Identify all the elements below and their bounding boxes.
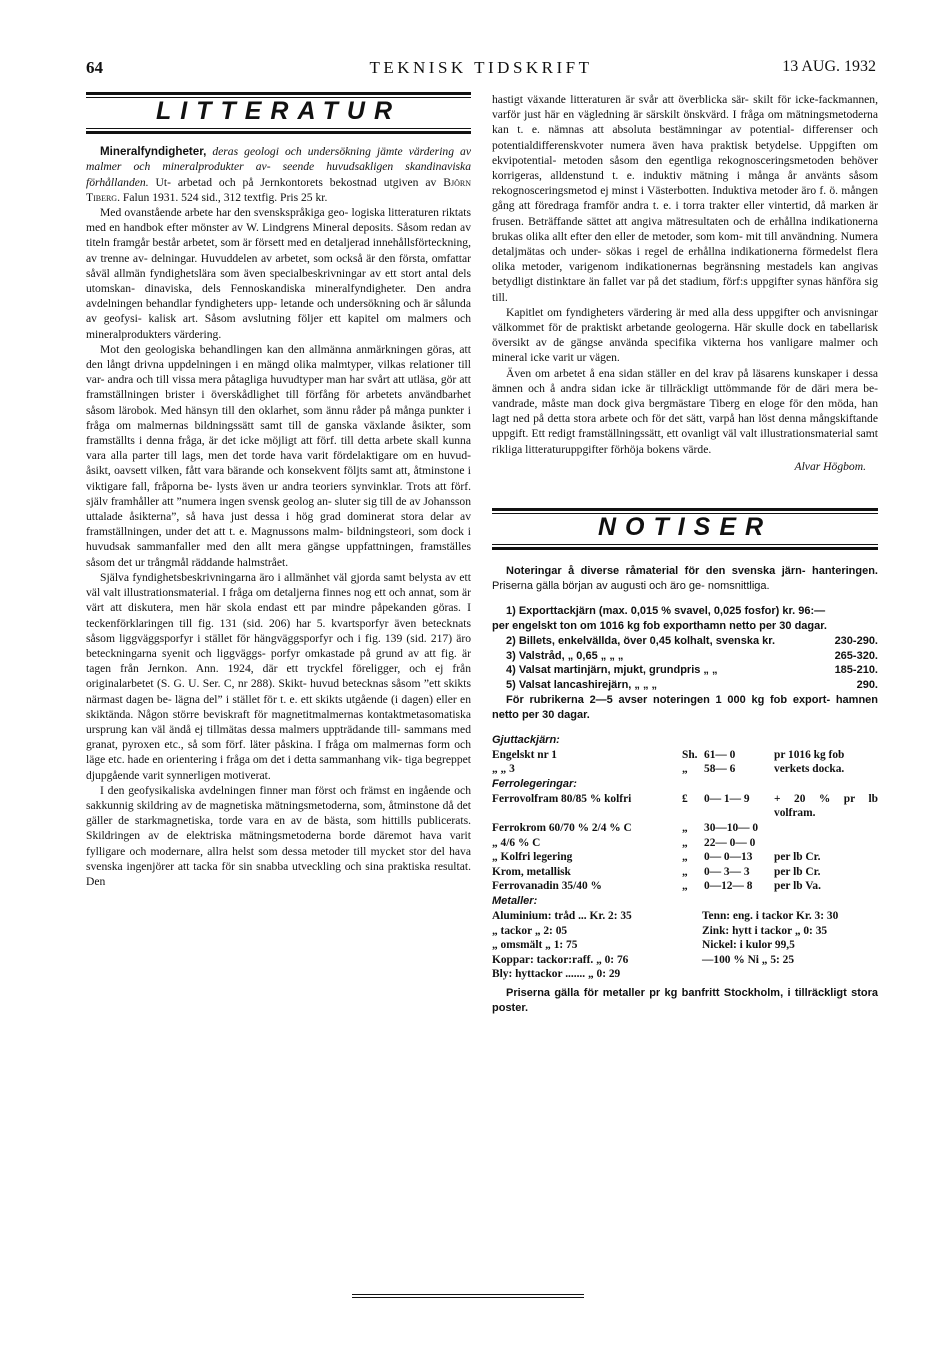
ferro-name: Ferrovanadin 35/40 % bbox=[492, 880, 602, 893]
page-header bbox=[86, 58, 876, 82]
ferro-price: 0— 1— 9 bbox=[704, 792, 750, 805]
ferro-name: Ferrokrom 60/70 % 2/4 % C bbox=[492, 822, 632, 835]
metal-left: „ omsmält „ 1: 75 bbox=[492, 939, 578, 952]
ferro-unit: „ bbox=[682, 822, 688, 835]
ferro-note bbox=[774, 821, 878, 836]
ferro-row bbox=[492, 879, 878, 894]
left-column bbox=[86, 92, 471, 889]
review-paragraph: Själva fyndighetsbeskrivningarna äro i allmänhet väl gjorda samt belysta av ett väl valt illustrationsmaterial. I fråga om detaljerna finnes nog ett och annat, som är värt att diskutera, men här skola endast ett par mindre påpekanden göras. I teckenförklaringen till fig. 131 (sid. 206) har 5. kvartsporfyr även betecknats såsom liggväggsporfyr i stället för hängväggsporfyr och i fig. 139 (sid. 217) äro beteckningarna syenit och liggväggs- porfyr omkastade på grund av att fig. är tagen från Jernkon. Ann. 1924, där ett tryckfel föreligger, och ej från originalarbetet (S. G. U. Ser. C, nr 288). Skikt- huvud betecknas såsom ”ett skikts närmast dagen be- lägna del” i stället för t. e. ett skikts utgående (i dagen) eller en skiktända. Någon större beviskraft för magnetitmalmernas kontaktmetasomatiska ursprung kan väl ändå ej tillmätas dessa malmers uppträdande till- sammans med granat, pyroxen etc., så som förf. läter påskina. I fråga om malmernas form och läge etc. hade en orientering i fråga om det i detta sammanhang vik- tiga begreppet djupgående varit synnerligen motiverat. bbox=[86, 570, 471, 782]
metal-row bbox=[492, 967, 878, 982]
steel-price-list bbox=[506, 634, 878, 692]
steel-price-row bbox=[506, 649, 878, 664]
ferro-price: 0— 3— 3 bbox=[704, 865, 750, 878]
litteratur-heading bbox=[86, 92, 471, 134]
gjut-row bbox=[492, 748, 878, 763]
steel-price-row bbox=[506, 634, 878, 649]
gjut-row bbox=[492, 762, 878, 777]
ferro-price: 22— 0— 0 bbox=[704, 836, 756, 849]
ferro-unit: „ bbox=[682, 865, 688, 878]
ferro-unit: „ bbox=[682, 880, 688, 893]
ferro-name: „ 4/6 % C bbox=[492, 836, 541, 849]
ferro-note: per lb Cr. bbox=[774, 865, 821, 878]
metal-left: Koppar: tackor:raff. „ 0: 76 bbox=[492, 953, 629, 966]
steel-label: 3) Valstråd, „ 0,65 „ „ „ bbox=[506, 649, 624, 662]
gjut-note: pr 1016 kg fob bbox=[774, 748, 845, 761]
ferro-row bbox=[492, 792, 878, 821]
metal-row bbox=[492, 953, 878, 968]
journal-title: TEKNISK TIDSKRIFT bbox=[369, 58, 593, 77]
notice-lead: Noteringar å diverse råmaterial för den svenska järn- hanteringen. bbox=[506, 565, 878, 578]
steel-price-row bbox=[506, 663, 878, 678]
gjut-table bbox=[492, 748, 878, 777]
review-lead: Mineralfyndigheter, bbox=[100, 145, 207, 159]
ferro-price: 0—12— 8 bbox=[704, 880, 753, 893]
ferro-note: per lb Va. bbox=[774, 880, 821, 893]
steel-price: 290. bbox=[856, 679, 878, 692]
review-pubdetails: Falun 1931. 524 sid., 312 textfig. Pris 25 kr. bbox=[122, 190, 328, 204]
gjut-heading: Gjuttackjärn: bbox=[492, 733, 560, 746]
ferro-price: 0— 0—13 bbox=[704, 851, 753, 864]
ferro-unit: „ bbox=[682, 836, 688, 849]
review-paragraph: Kapitlet om fyndigheters värdering är med alla dess uppgifter och anvisningar välkommet för de praktiskt arbetande geologerna. Här skulle dock en tabellarisk översikt av de gängse använda specifika vikterna hos vanligare malmer och mineral icke varit ur vägen. bbox=[492, 305, 878, 365]
gjut-name: Engelskt nr 1 bbox=[492, 748, 557, 761]
ferro-row bbox=[492, 865, 878, 880]
notiser-heading bbox=[492, 508, 878, 550]
rubric-note: För rubrikerna 2—5 avser noteringen 1 000 kg fob export- hamnen netto per 30 dagar. bbox=[492, 693, 878, 721]
steel-price: 230-290. bbox=[834, 635, 878, 648]
gjut-price: 61— 0 bbox=[704, 748, 736, 761]
metal-left: Bly: hyttackor ....... „ 0: 29 bbox=[492, 968, 621, 981]
steel-price: 265-320. bbox=[834, 649, 878, 662]
ferro-name: Ferrovolfram 80/85 % kolfri bbox=[492, 792, 632, 805]
ferro-row bbox=[492, 850, 878, 865]
ferro-heading: Ferrolegeringar: bbox=[492, 777, 577, 790]
review-paragraph: Även om arbetet å ena sidan ställer en del krav på läsarens kunskaper i dessa ämnen och å andra sidan icke är tillräckligt uttömmande för de däri mera be- vandrade, måste man dock giva bergmästare Tiberg en eloge för den möda, han lagt ned på detta stora arbete och för det sätt, varpå han löst denna mångskiftande uppgift. Ett redigt framställningssätt, ett ovanligt väl valt illustrationsmaterial samt rikliga litteraturuppgifter förhöja bokens värde. bbox=[492, 366, 878, 456]
metal-left: Aluminium: tråd ... Kr. 2: 35 bbox=[492, 910, 632, 922]
metal-right: Zink: hytt i tackor „ 0: 35 bbox=[702, 924, 828, 937]
ferro-table bbox=[492, 792, 878, 894]
metal-right: Nickel: i kulor 99,5 bbox=[702, 939, 795, 952]
review-paragraph: Mot den geologiska behandlingen kan den allmänna anmärkningen göras, att den långt drivna uppdelningen i en mängd olika malmtyper, vilkas relationer till var- andra och till vissa mera påtagliga huvudtyper man har svårt att utläsa, gör att framställningen brister i överskådlighet till förfång för arbetets användbarhet såsom lärobok. Med hänsyn till den oklarhet, som ännu råder på många punkter i fråga om malmernas bildningssätt samt till de ganska växlande åsikter, som framställts i denna fråga, är det icke möjligt att förf. till detta arbete skall kunna vara alla parter till lags, men det torde hava varit fördelaktigare om en huvud- åsikt, oavsett vilken, fått vara bärande och konsekvent följts samt att, åtminstone i viktigare fall, fråporna be- lysts även ur andra teoriers synvinklar. Trots att förf. själv framhåller att ”numera ingen svensk geolog an- sluter sig till de av Johansson uttalade åsikterna”, så hava just dessa i hög grad dominerat stora delar av framställningen, under det att t. e. Magnussons malm- bildningsteori, som dock i huvudsak sammanfaller med den allt mera gängse uppfattningen, framställes såsom det ur trångmål räddande halmstrået. bbox=[86, 342, 471, 569]
metal-right: Tenn: eng. i tackor Kr. 3: 30 bbox=[702, 910, 839, 922]
metal-row bbox=[492, 938, 878, 953]
notice-item1-cont: per engelskt ton om 1016 kg fob exporthamn netto per 30 dagar. bbox=[492, 620, 827, 633]
metal-right bbox=[702, 967, 878, 982]
metal-table bbox=[492, 909, 878, 982]
ferro-price: 30—10— 0 bbox=[704, 822, 759, 835]
steel-label: 5) Valsat lancashirejärn, „ „ „ bbox=[506, 679, 658, 692]
steel-price-row bbox=[506, 678, 878, 693]
review-author: Björn Tiberg. bbox=[86, 175, 472, 204]
closing-rule bbox=[352, 1294, 584, 1300]
right-column bbox=[492, 92, 878, 1016]
review-paragraph: I den geofysikaliska avdelningen finner man först och främst en ingående och sakkunnig skildring av de magnetiska mätningsmetoderna, som, åtminstone då det gäller de starkmagnetiska, torde vara en av de bästa, som hittills publicerats. Skildringen av de elektriska mätningsmetoderna borde däremot hava varit fylligare och modernare, allra helst som dessa metoder till mycket stor del hava svenska ingenjörer att tacka för sin snabba utveckling och sina praktiska resultat. Den bbox=[86, 783, 471, 888]
review-paragraph: hastigt växande litteraturen är svår att överblicka sär- skilt för icke-fackmannen, varför just här en vägledning är särskilt önskvärd. I fråga om mätningsmetoderna kan t. e. nämnas att absoluta bestämningar av potential- differenser och potentialdifferenskvoter numera även hava praktisk betydelse. Uppgiften om ekvipotential- metoden såsom den egentliga rekognosceringsmetoden behöver korrigeras, alldenstund t. e. induktiv mätning i många år använts såsom rekognosceringsmetod ej minst i Västerbotten. Induktiva metoder äro f. ö. mången gång att föredraga framför andra t. e. i torra trakter eller vintertid, då marken är frusen. Beträffande sättet att angiva mätresultaten och de erhållna indikationerna brukas olika allt efter den eller de metoder, som kom- mit till användning. Numera detaljmätas och under- sökas i regel de erhållna indikationerna förmedelst flera olika metoder, varigenom indikationernas begränsning mestadels kan angivas betydligt distinktare än fallet var på det stadium, förf:s uppgifter synas hänföra sig till. bbox=[492, 93, 878, 304]
review-paragraph: Med ovanstående arbete har den svenskspråkiga geo- logiska litteraturen riktats med en handbok efter mönster av W. Lindgrens Mineral deposits. Såsom redan av titeln framgår består arbetet, som är försett med en detaljerad innehållsförteckning, av trenne av- delningar. Huvuddelen av arbetet, som också är den första, omfattar såväl allmän fyndighetslära som även specialbeskrivningar av ett stort antal dels utomskan- dinaviska, dels Fennoskandiska mineralfyndigheter. Den andra avdelningen behandlar fyndigheters upp- letande och undersökning och är sålunda av geofysi- kalisk art. Såsom avslutning följer ett kapitel om malmers och mineralprodukters värdering. bbox=[86, 206, 471, 341]
litteratur-title: LITTERATUR bbox=[155, 97, 402, 125]
notice-item1: 1) Exporttackjärn (max. 0,015 % svavel, 0,025 fosfor) kr. 96:— bbox=[506, 605, 826, 618]
gjut-name: „ „ 3 bbox=[492, 763, 515, 776]
ferro-row bbox=[492, 821, 878, 836]
ferro-note: per lb Cr. bbox=[774, 851, 821, 864]
steel-label: 4) Valsat martinjärn, mjukt, grundpris „ „ bbox=[506, 664, 718, 677]
gjut-note: verkets docka. bbox=[774, 763, 845, 776]
review-subtitle: deras geologi och undersökning jämte värdering av malmer och mineralprodukter av- seende huvudsakligen skandinaviska förhållanden. bbox=[86, 145, 471, 189]
gjut-unit: „ bbox=[682, 763, 688, 776]
ferro-note: + 20 % pr lb volfram. bbox=[774, 792, 878, 820]
ferro-unit: „ bbox=[682, 851, 688, 864]
metal-left: „ tackor „ 2: 05 bbox=[492, 924, 568, 937]
review-pubinfo: Ut- arbetad och på Jernkontorets bekostnad utgiven av bbox=[155, 175, 437, 189]
notiser-title: NOTISER bbox=[597, 513, 773, 542]
review-signature: Alvar Högbom. bbox=[794, 459, 866, 473]
ferro-name: Krom, metallisk bbox=[492, 865, 571, 878]
ferro-name: „ Kolfri legering bbox=[492, 851, 573, 864]
metal-heading: Metaller: bbox=[492, 895, 538, 907]
notice-intro: Priserna gälla början av augusti och äro ge- nomsnittliga. bbox=[492, 580, 770, 593]
metal-right: —100 % Ni „ 5: 25 bbox=[702, 953, 795, 966]
notiser-body bbox=[492, 564, 878, 1016]
ferro-unit: £ bbox=[682, 792, 688, 805]
page-number: 64 bbox=[86, 58, 103, 77]
ferro-note bbox=[774, 836, 878, 851]
metal-row bbox=[492, 924, 878, 939]
issue-date: 13 AUG. 1932 bbox=[782, 58, 876, 75]
gjut-price: 58— 6 bbox=[704, 763, 736, 776]
gjut-unit: Sh. bbox=[682, 748, 698, 761]
steel-label: 2) Billets, enkelvällda, över 0,45 kolhalt, svenska kr. bbox=[506, 635, 776, 648]
steel-price: 185-210. bbox=[834, 664, 878, 677]
notice-footer: Priserna gälla för metaller pr kg banfritt Stockholm, i tillräckligt stora poster. bbox=[492, 986, 878, 1014]
metal-row bbox=[492, 909, 878, 924]
ferro-row bbox=[492, 836, 878, 851]
